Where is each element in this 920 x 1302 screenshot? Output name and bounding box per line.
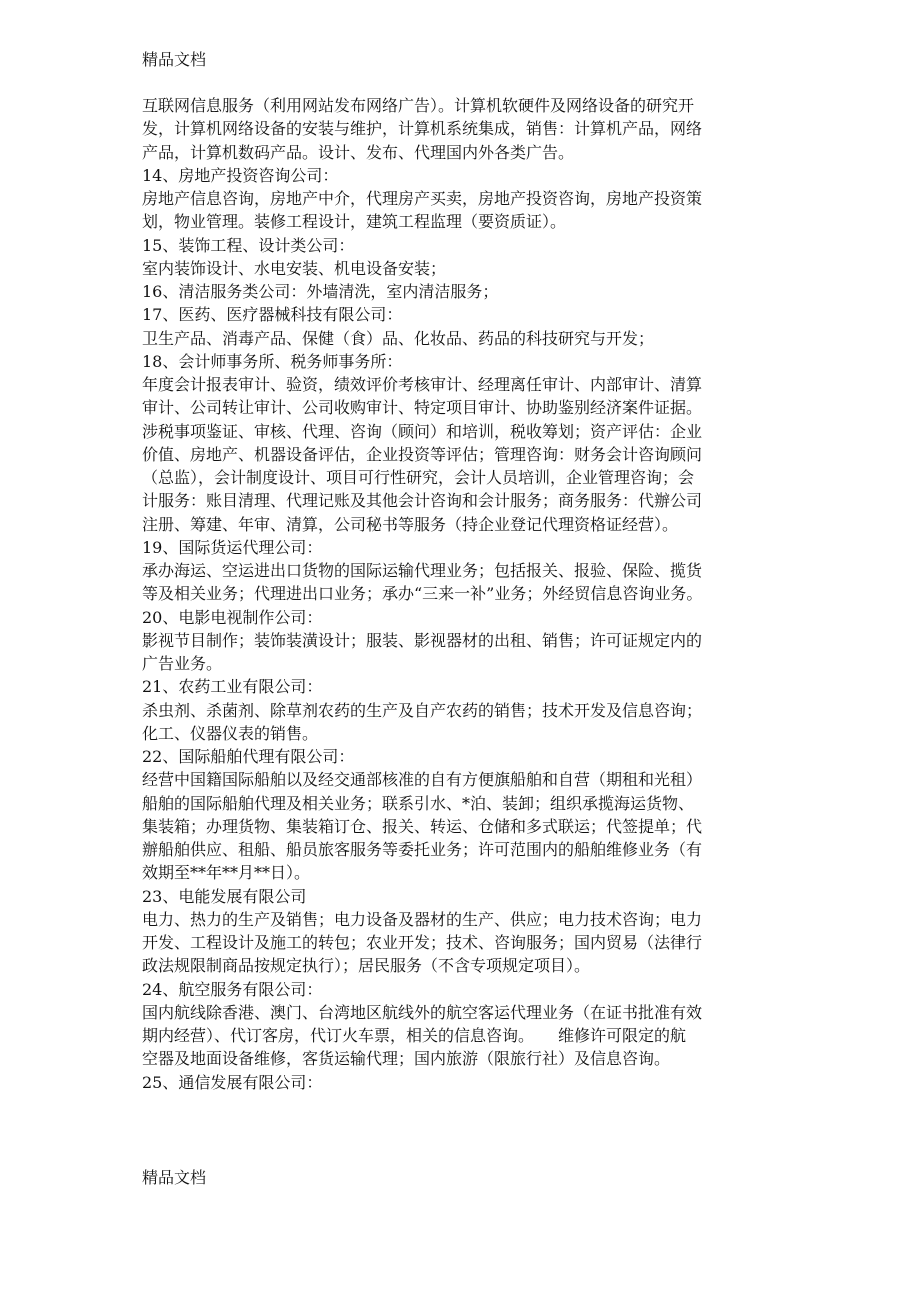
text-line: 空器及地面设备维修，客货运输代理；国内旅游（限旅行社）及信息咨询。 [142, 1049, 671, 1069]
text-line: 价值、房地产、机器设备评估，企业投资等评估；管理咨询：财务会计咨询顾问 [142, 444, 703, 464]
text-line: 涉税事项鉴证、审核、代理、咨询（顾问）和培训，税收筹划；资产评估：企业 [142, 421, 703, 441]
section-heading: 15、装饰工程、设计类公司： [142, 235, 355, 255]
text-line: 政法规限制商品按规定执行）；居民服务（不含专项规定项目）。 [142, 956, 591, 976]
text-line: 船舶的国际船舶代理及相关业务；联系引水、*泊、装卸；组织承揽海运货物、 [142, 793, 695, 813]
page-header: 精品文档 [142, 50, 207, 69]
section-heading: 25、通信发展有限公司： [142, 1072, 323, 1092]
page-footer: 精品文档 [142, 1168, 207, 1187]
section-heading: 17、医药、医疗器械科技有限公司： [142, 305, 403, 325]
section-heading: 20、电影电视制作公司： [142, 607, 323, 627]
text-line: 开发、工程设计及施工的转包；农业开发；技术、咨询服务；国内贸易（法律行 [142, 933, 703, 952]
section-heading: 21、农药工业有限公司： [142, 677, 323, 697]
text-line: 划，物业管理。装修工程设计，建筑工程监理（要资质证）。 [142, 212, 567, 232]
text-line: 发，计算机网络设备的安装与维护，计算机系统集成，销售：计算机产品，网络 [142, 119, 703, 139]
text-line: 注册、筹建、年审、清算，公司秘书等服务（持企业登记代理资格证经营）。 [142, 514, 679, 534]
section-heading: 24、航空服务有限公司： [142, 979, 323, 999]
text-line: 产品，计算机数码产品。设计、发布、代理国内外各类广告。 [142, 142, 575, 162]
text-line: 杀虫剂、杀菌剂、除草剂农药的生产及自产农药的销售；技术开发及信息咨询； [142, 700, 703, 720]
text-line: 化工、仪器仪表的销售。 [142, 723, 319, 743]
text-line: 辦船舶供应、租船、船员旅客服务等委托业务；许可范围内的船舶维修业务（有 [142, 840, 703, 859]
text-line: 国内航线除香港、澳门、台湾地区航线外的航空客运代理业务（在证书批准有效 [142, 1002, 703, 1022]
text-line: 互联网信息服务（利用网站发布网络广告）。计算机软硬件及网络设备的研究开 [142, 96, 695, 115]
text-line: 承办海运、空运进出口货物的国际运输代理业务；包括报关、报验、保险、揽货 [142, 561, 703, 580]
text-line: 经营中国籍国际船舶以及经交通部核准的自有方便旗船舶和自营（期租和光租） [142, 770, 703, 790]
section-heading: 22、国际船舶代理有限公司： [142, 747, 355, 766]
text-line: 广告业务。 [142, 654, 223, 673]
text-line: （总监），会计制度设计、项目可行性研究，会计人员培训，企业管理咨询；会 [142, 468, 695, 487]
section-heading: 23、电能发展有限公司 [142, 886, 307, 906]
section-heading: 18、会计师事务所、税务师事务所： [142, 351, 403, 371]
text-line: 计服务：账目清理、代理记账及其他会计咨询和会计服务；商务服务：代辦公司 [142, 491, 703, 511]
text-line: 房地产信息咨询，房地产中介，代理房产买卖，房地产投资咨询，房地产投资策 [142, 189, 703, 208]
document-body [142, 94, 792, 1094]
text-line: 影视节目制作；装饰装潢设计；服装、影视器材的出租、销售；许可证规定内的 [142, 630, 703, 650]
text-line: 室内装饰设计、水电安装、机电设备安装； [142, 258, 447, 278]
text-line: 等及相关业务；代理进出口业务；承办“三来一补”业务；外经贸信息咨询业务。 [142, 584, 703, 604]
section-heading: 19、国际货运代理公司： [142, 537, 323, 557]
text-line: 集装箱；办理货物、集装箱订仓、报关、转运、仓储和多式联运；代签提单；代 [142, 816, 703, 836]
text-line: 审计、公司转让审计、公司收购审计、特定项目审计、协助鉴别经济案件证据。 [142, 398, 703, 418]
text-line: 效期至**年**月**日）。 [142, 863, 311, 883]
section-heading: 14、房地产投资咨询公司： [142, 165, 339, 185]
text-line: 期内经营）、代订客房，代订火车票，相关的信息咨询。 维修许可限定的航 [142, 1026, 687, 1045]
text-line: 年度会计报表审计、验资，绩效评价考核审计、经理离任审计、内部审计、清算 [142, 375, 703, 394]
section-heading: 16、清洁服务类公司：外墙清洗，室内清洁服务； [142, 282, 499, 301]
text-line: 卫生产品、消毒产品、保健（食）品、化妆品、药品的科技研究与开发； [142, 328, 655, 348]
text-line: 电力、热力的生产及销售；电力设备及器材的生产、供应；电力技术咨询；电力 [142, 909, 703, 929]
